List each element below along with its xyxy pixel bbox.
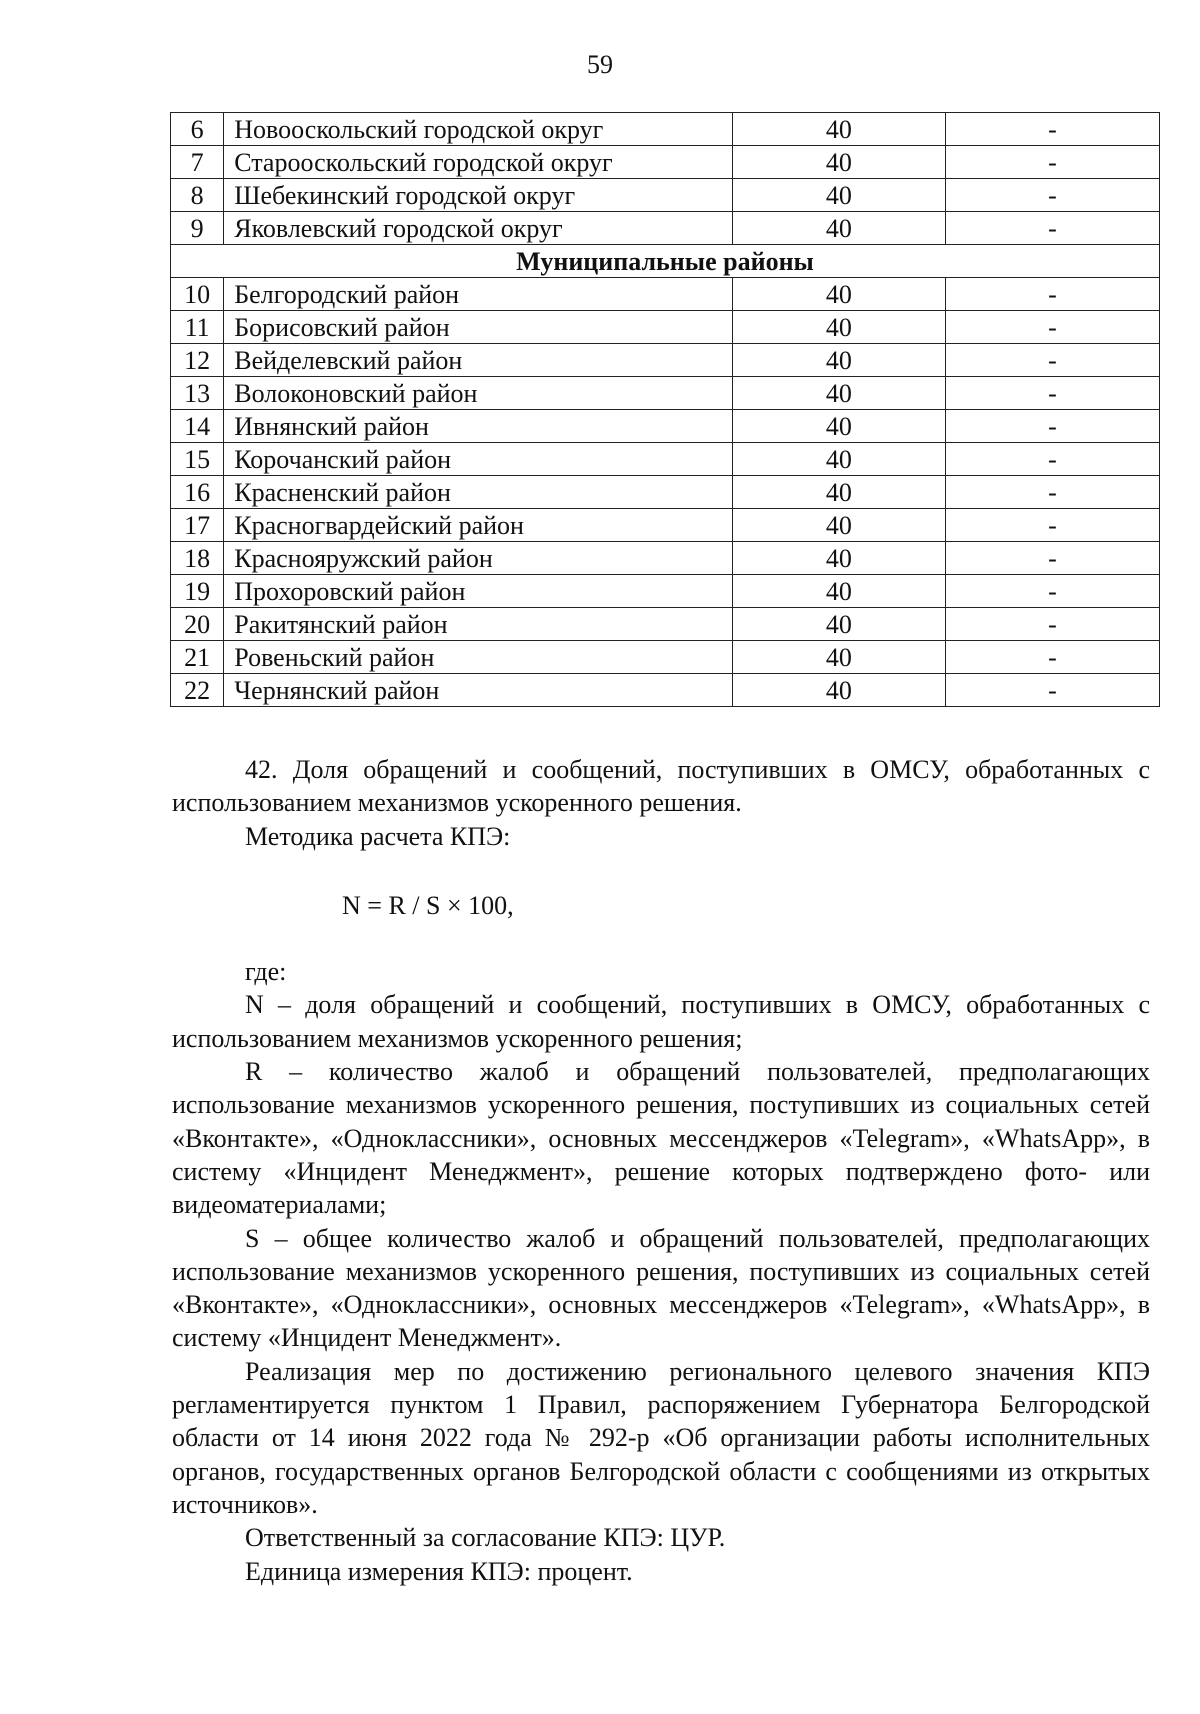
row-name: Шебекинский городской округ [224, 179, 733, 212]
row-extra: - [945, 674, 1159, 707]
table-row [171, 278, 1160, 311]
row-value: 40 [732, 179, 945, 212]
row-extra: - [945, 410, 1159, 443]
row-extra: - [945, 377, 1159, 410]
table-body-top [171, 113, 1160, 245]
row-extra: - [945, 608, 1159, 641]
row-name: Яковлевский городской округ [224, 212, 733, 245]
row-name: Прохоровский район [224, 575, 733, 608]
row-number: 21 [171, 641, 224, 674]
text-block [172, 753, 1150, 1588]
responsible-line: Ответственный за согласование КПЭ: ЦУР. [245, 1523, 726, 1553]
definition-r: R – количество жалоб и обращений пользователей, предполагающих использование механизмов ускоренного решения, поступивших из социальных сетей «Вконтакте», «Одноклассники», основных мессенджеров «Telegram», «WhatsApp», в систему «Инцидент Менеджмент», решение которых подтверждено фото- или видеоматериалами; [172, 1057, 1150, 1220]
row-name: Борисовский район [224, 311, 733, 344]
row-number: 14 [171, 410, 224, 443]
row-value: 40 [732, 344, 945, 377]
table-row [171, 212, 1160, 245]
row-extra: - [945, 641, 1159, 674]
row-number: 6 [171, 113, 224, 146]
row-value: 40 [732, 608, 945, 641]
row-number: 13 [171, 377, 224, 410]
table-row [171, 344, 1160, 377]
row-name: Ровеньский район [224, 641, 733, 674]
row-extra: - [945, 344, 1159, 377]
row-value: 40 [732, 674, 945, 707]
table-row [171, 113, 1160, 146]
row-name: Старооскольский городской округ [224, 146, 733, 179]
row-value: 40 [732, 443, 945, 476]
row-number: 8 [171, 179, 224, 212]
row-extra: - [945, 146, 1159, 179]
row-value: 40 [732, 146, 945, 179]
table-row [171, 608, 1160, 641]
row-number: 11 [171, 311, 224, 344]
row-extra: - [945, 212, 1159, 245]
row-value: 40 [732, 278, 945, 311]
page-number: 59 [587, 50, 613, 79]
row-name: Волоконовский район [224, 377, 733, 410]
table-row [171, 377, 1160, 410]
row-name: Красногвардейский район [224, 509, 733, 542]
row-value: 40 [732, 509, 945, 542]
formula: N = R / S × 100, [342, 890, 514, 920]
row-number: 15 [171, 443, 224, 476]
row-number: 19 [171, 575, 224, 608]
row-number: 10 [171, 278, 224, 311]
section-row [171, 245, 1160, 278]
table-row [171, 674, 1160, 707]
row-name: Ракитянский район [224, 608, 733, 641]
row-number: 12 [171, 344, 224, 377]
paragraph-heading: 42. Доля обращений и сообщений, поступивших в ОМСУ, обработанных с использованием механизмов ускоренного решения. [172, 755, 1150, 818]
table-row [171, 542, 1160, 575]
definition-n: N – доля обращений и сообщений, поступивших в ОМСУ, обработанных с использованием механизмов ускоренного решения; [172, 990, 1150, 1053]
row-extra: - [945, 575, 1159, 608]
table-row [171, 641, 1160, 674]
row-value: 40 [732, 212, 945, 245]
row-number: 7 [171, 146, 224, 179]
row-value: 40 [732, 311, 945, 344]
table-row [171, 179, 1160, 212]
row-name: Белгородский район [224, 278, 733, 311]
row-number: 18 [171, 542, 224, 575]
table-row [171, 575, 1160, 608]
table-row [171, 311, 1160, 344]
row-name: Вейделевский район [224, 344, 733, 377]
section-title: Муниципальные районы [171, 245, 1160, 278]
row-number: 20 [171, 608, 224, 641]
row-name: Новооскольский городской округ [224, 113, 733, 146]
row-name: Ивнянский район [224, 410, 733, 443]
row-number: 22 [171, 674, 224, 707]
row-value: 40 [732, 377, 945, 410]
row-number: 17 [171, 509, 224, 542]
table-row [171, 443, 1160, 476]
row-value: 40 [732, 410, 945, 443]
row-extra: - [945, 509, 1159, 542]
row-name: Красненский район [224, 476, 733, 509]
definition-s: S – общее количество жалоб и обращений пользователей, предполагающих использование механизмов ускоренного решения, поступивших из социальных сетей «Вконтакте», «Одноклассники», основных мессенджеров «Telegram», «WhatsApp», в систему «Инцидент Менеджмент». [172, 1223, 1150, 1353]
unit-line: Единица измерения КПЭ: процент. [245, 1556, 633, 1586]
row-extra: - [945, 443, 1159, 476]
table-row [171, 146, 1160, 179]
row-number: 16 [171, 476, 224, 509]
row-value: 40 [732, 113, 945, 146]
row-extra: - [945, 179, 1159, 212]
table-row [171, 509, 1160, 542]
row-name: Краснояружский район [224, 542, 733, 575]
kpe-table [170, 112, 1160, 707]
implementation-paragraph: Реализация мер по достижению регионального целевого значения КПЭ регламентируется пунктом 1 Правил, распоряжением Губернатора Белгородской области от 14 июня 2022 года № 292-р «Об организации работы исполнительных органов, государственных органов Белгородской области с сообщениями из открытых источников». [172, 1356, 1150, 1519]
table-row [171, 410, 1160, 443]
row-name: Чернянский район [224, 674, 733, 707]
table-body-bottom [171, 278, 1160, 707]
row-value: 40 [732, 476, 945, 509]
row-value: 40 [732, 641, 945, 674]
row-extra: - [945, 476, 1159, 509]
row-extra: - [945, 113, 1159, 146]
row-value: 40 [732, 542, 945, 575]
row-value: 40 [732, 575, 945, 608]
method-label: Методика расчета КПЭ: [245, 821, 511, 851]
table-section [171, 245, 1160, 278]
row-extra: - [945, 278, 1159, 311]
row-extra: - [945, 542, 1159, 575]
row-name: Корочанский район [224, 443, 733, 476]
row-extra: - [945, 311, 1159, 344]
table-row [171, 476, 1160, 509]
where-label: где: [245, 957, 287, 987]
row-number: 9 [171, 212, 224, 245]
